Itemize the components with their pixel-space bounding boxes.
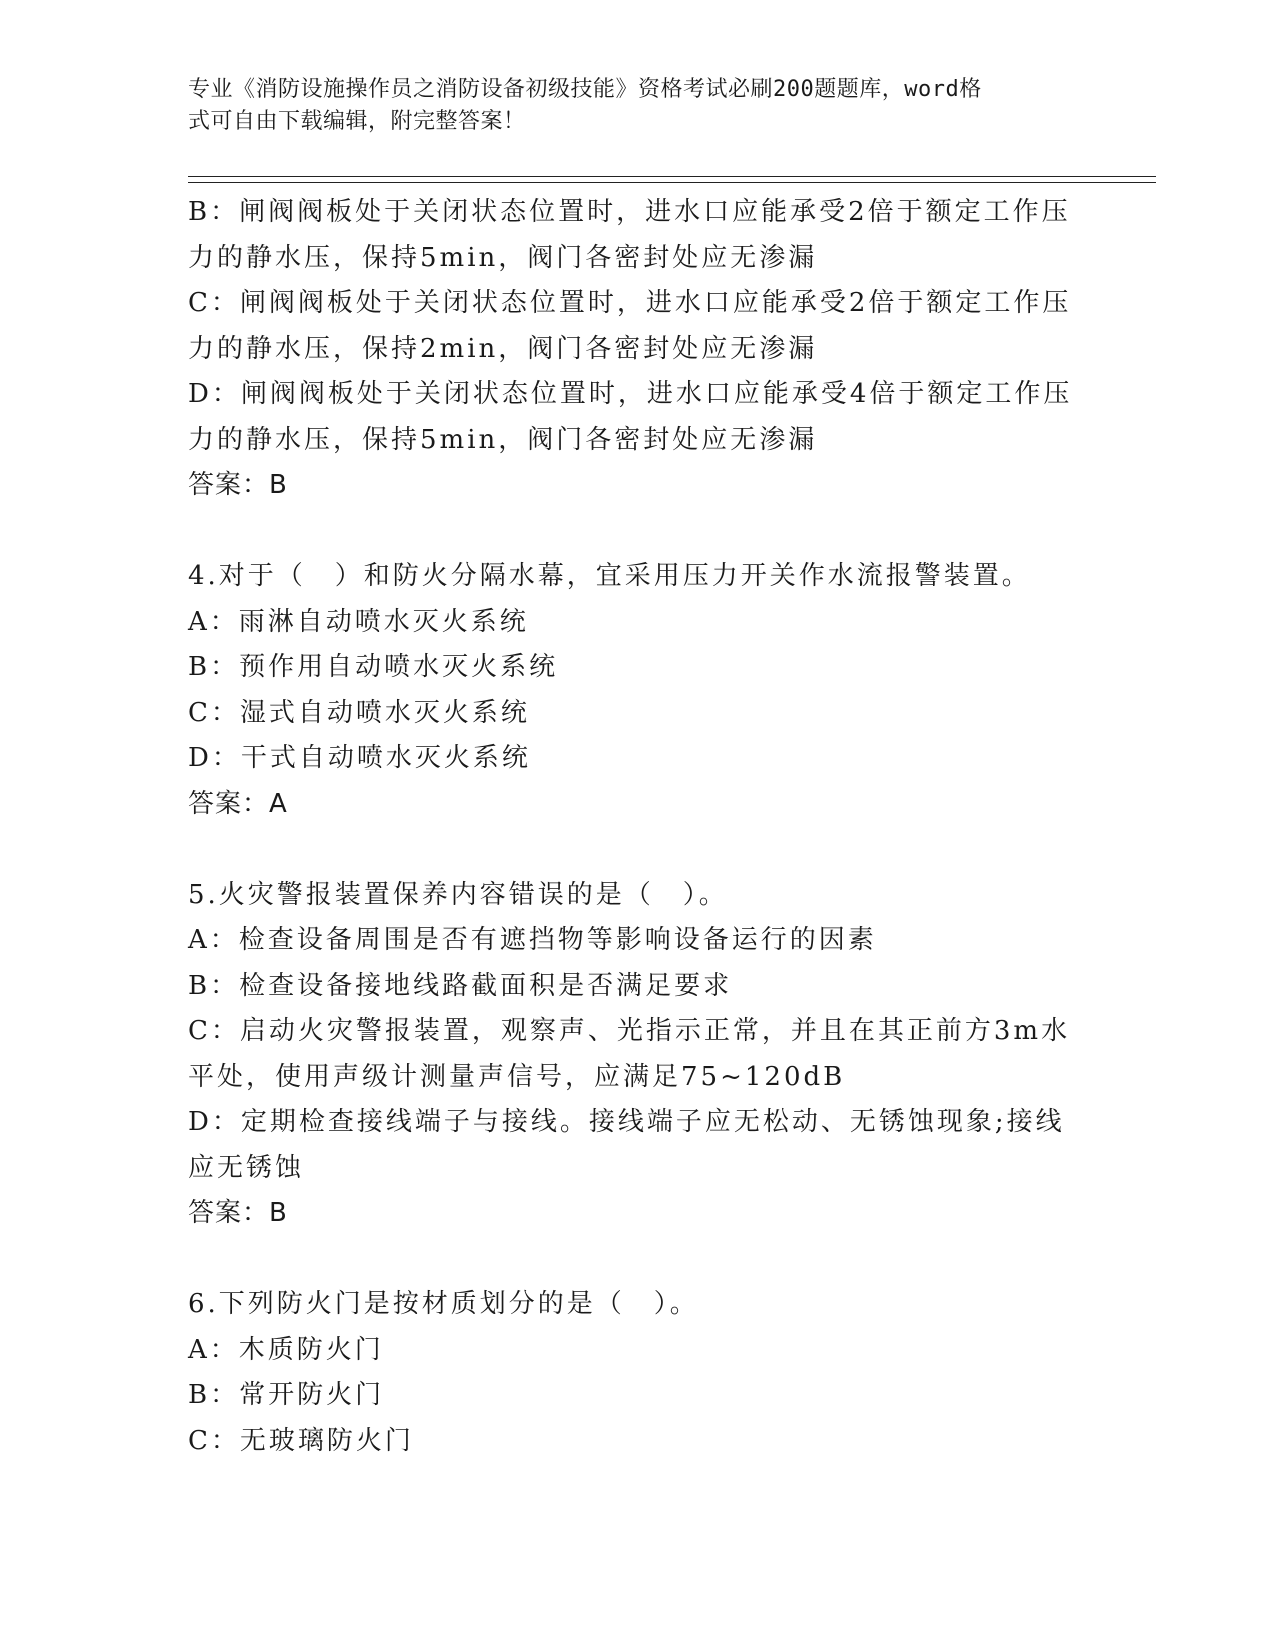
option-d: D：干式自动喷水灭火系统 [188, 743, 531, 773]
question-4 [188, 554, 1088, 827]
document-header [188, 74, 1068, 138]
question-3-continued [188, 190, 1088, 509]
question-list [188, 190, 1088, 1464]
option-d-line-1: D：闸阀阀板处于关闭状态位置时，进水口应能承受4倍于额定工作压 [188, 379, 1073, 409]
option-b-line-2: 力的静水压，保持5min，阀门各密封处应无渗漏 [188, 242, 818, 273]
option-d-line-2: 力的静水压，保持5min，阀门各密封处应无渗漏 [188, 424, 818, 455]
answer: 答案：B [188, 470, 288, 500]
option-c: C：无玻璃防火门 [188, 1425, 414, 1456]
question-text: 4.对于（ ）和防火分隔水幕，宜采用压力开关作水流报警装置。 [188, 561, 1031, 591]
header-line-1: 专业《消防设施操作员之消防设备初级技能》资格考试必刷200题题库，word格 [188, 77, 982, 102]
header-rule-top [188, 176, 1156, 177]
option-b: B：预作用自动喷水灭火系统 [188, 652, 559, 682]
option-c: C：湿式自动喷水灭火系统 [188, 697, 530, 728]
answer: 答案：B [188, 1198, 288, 1228]
option-c-line-1: C：闸阀阀板处于关闭状态位置时，进水口应能承受2倍于额定工作压 [188, 288, 1072, 318]
option-b: B：常开防火门 [188, 1380, 385, 1410]
question-text: 6.下列防火门是按材质划分的是（ ）。 [188, 1289, 699, 1319]
option-a: A：木质防火门 [188, 1334, 384, 1365]
question-5 [188, 873, 1088, 1237]
option-d-line-2: 应无锈蚀 [188, 1152, 305, 1183]
option-c-line-2: 力的静水压，保持2min，阀门各密封处应无渗漏 [188, 333, 818, 364]
option-a: A：检查设备周围是否有遮挡物等影响设备运行的因素 [188, 925, 877, 955]
header-rule-bottom [188, 182, 1156, 183]
header-line-2: 式可自由下载编辑，附完整答案！ [188, 109, 526, 134]
question-6 [188, 1282, 1088, 1464]
option-c-line-1: C：启动火灾警报装置，观察声、光指示正常，并且在其正前方3m水 [188, 1016, 1071, 1046]
option-c-line-2: 平处，使用声级计测量声信号，应满足75~120dB [188, 1061, 846, 1092]
question-text: 5.火灾警报装置保养内容错误的是（ ）。 [188, 879, 728, 910]
option-b-line-1: B：闸阀阀板处于关闭状态位置时，进水口应能承受2倍于额定工作压 [188, 197, 1071, 227]
option-a: A：雨淋自动喷水灭火系统 [188, 606, 529, 637]
option-b: B：检查设备接地线路截面积是否满足要求 [188, 970, 733, 1001]
answer: 答案：A [188, 788, 288, 819]
option-d-line-1: D：定期检查接线端子与接线。接线端子应无松动、无锈蚀现象;接线 [188, 1107, 1065, 1137]
